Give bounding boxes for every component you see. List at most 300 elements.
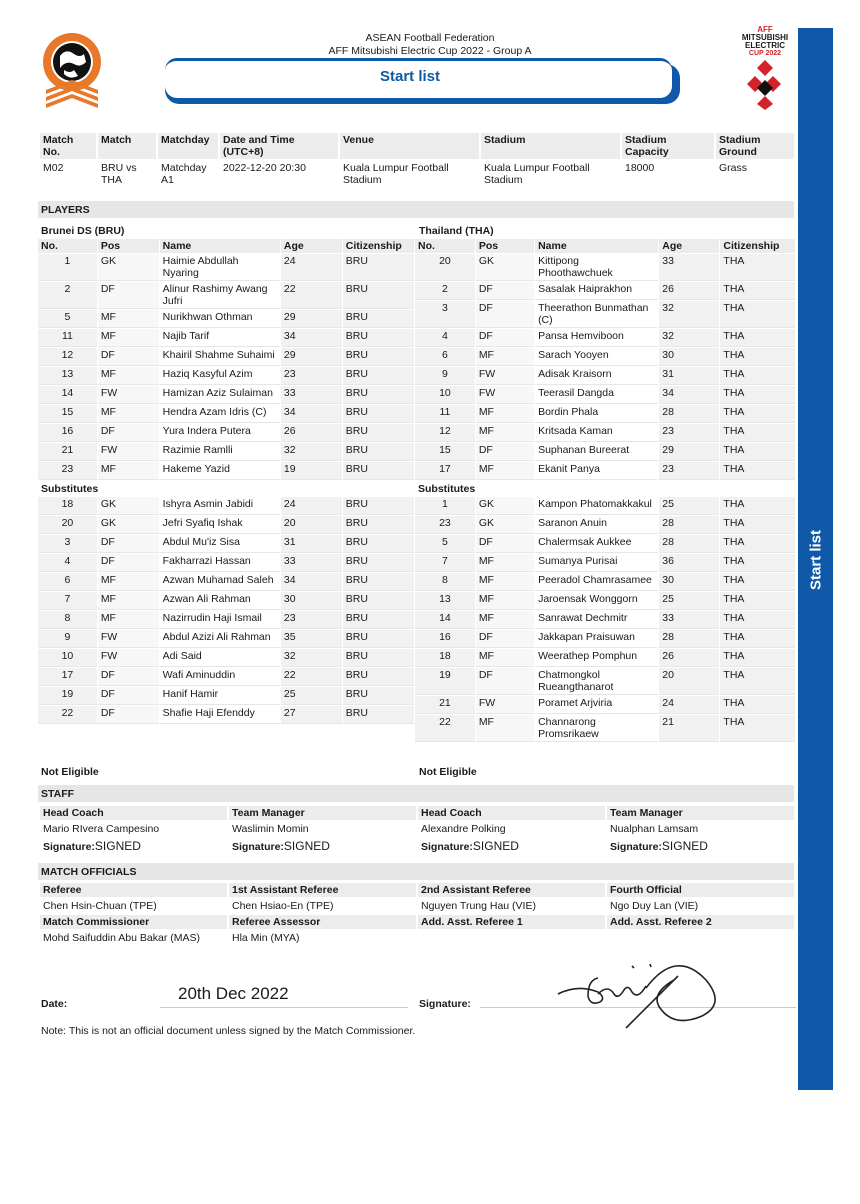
player-cell: Abdul Azizi Ali Rahman (160, 630, 280, 648)
player-cell: BRU (343, 348, 414, 366)
player-cell: GK (98, 254, 159, 281)
player-cell: 32 (659, 329, 719, 347)
player-row (415, 516, 795, 534)
player-row (415, 301, 795, 328)
column-header: Name (535, 239, 658, 253)
home-not-eligible-label: Not Eligible (41, 766, 99, 778)
player-cell: 34 (281, 329, 342, 347)
player-row (415, 443, 795, 461)
player-cell: 22 (415, 715, 475, 742)
home-lineup-header (38, 239, 414, 253)
player-cell: DF (98, 687, 159, 705)
cup-logo-line-4: CUP 2022 (748, 50, 782, 57)
match-value-cell: Kuala Lumpur Football Stadium (484, 162, 590, 186)
player-cell: 22 (281, 282, 342, 309)
player-cell: 7 (38, 592, 97, 610)
player-cell: MF (476, 649, 534, 667)
player-cell: 5 (38, 310, 97, 328)
player-cell: Kittipong Phoothawchuek (535, 254, 658, 281)
player-cell: 25 (281, 687, 342, 705)
assessor-label: Referee Assessor (229, 915, 416, 929)
player-cell: 24 (659, 696, 719, 714)
home-head-coach-label: Head Coach (40, 806, 227, 820)
player-cell: 9 (38, 630, 97, 648)
player-row (38, 554, 414, 572)
player-row (38, 462, 414, 480)
player-row (38, 386, 414, 404)
player-cell: 29 (281, 348, 342, 366)
player-cell: THA (720, 367, 795, 385)
away-manager-signature: Signature:SIGNED (610, 839, 708, 853)
player-row (38, 424, 414, 442)
player-row (38, 367, 414, 385)
player-row (415, 329, 795, 347)
player-cell: MF (476, 554, 534, 572)
away-head-coach-label: Head Coach (418, 806, 605, 820)
player-cell: Adi Said (160, 649, 280, 667)
away-team-name: Thailand (THA) (419, 225, 494, 237)
date-label: Date: (41, 998, 68, 1010)
player-cell: DF (476, 301, 534, 328)
commissioner-label: Match Commissioner (40, 915, 227, 929)
match-header-cell: Stadium Ground (716, 133, 794, 159)
player-cell: THA (720, 696, 795, 714)
player-cell: 26 (659, 282, 719, 300)
player-cell: 4 (415, 329, 475, 347)
away-coach-signature: Signature:SIGNED (421, 839, 519, 853)
match-header-cell: Stadium Capacity (622, 133, 714, 159)
player-cell: DF (98, 424, 159, 442)
ar1-name: Chen Hsiao-En (TPE) (232, 900, 334, 912)
player-cell: BRU (343, 516, 414, 534)
player-cell: Weerathep Pomphun (535, 649, 658, 667)
player-cell: 6 (415, 348, 475, 366)
player-cell: GK (98, 497, 159, 515)
player-cell: 30 (659, 573, 719, 591)
player-cell: THA (720, 668, 795, 695)
player-cell: Chatmongkol Rueangthanarot (535, 668, 658, 695)
player-cell: Hanif Hamir (160, 687, 280, 705)
match-header-cell: Match (98, 133, 156, 159)
player-cell: MF (98, 611, 159, 629)
officials-section-label: MATCH OFFICIALS (38, 863, 794, 880)
player-cell: MF (476, 611, 534, 629)
date-underline (160, 1007, 408, 1008)
player-cell: 2 (38, 282, 97, 309)
player-cell: 31 (281, 535, 342, 553)
column-header: Pos (98, 239, 159, 253)
referee-name: Chen Hsin-Chuan (TPE) (43, 900, 157, 912)
player-row (415, 535, 795, 553)
player-row (38, 611, 414, 629)
player-cell: DF (98, 348, 159, 366)
player-cell: 16 (415, 630, 475, 648)
player-cell: THA (720, 715, 795, 742)
player-cell: BRU (343, 573, 414, 591)
player-cell: Sumanya Purisai (535, 554, 658, 572)
player-row (415, 348, 795, 366)
player-cell: 4 (38, 554, 97, 572)
commissioner-name: Mohd Saifuddin Abu Bakar (MAS) (43, 932, 200, 944)
player-cell: BRU (343, 254, 414, 281)
player-cell: 1 (38, 254, 97, 281)
player-cell: Ekanit Panya (535, 462, 658, 480)
player-cell: 19 (281, 462, 342, 480)
player-cell: Kampon Phatomakkakul (535, 497, 658, 515)
player-cell: DF (476, 282, 534, 300)
player-cell: THA (720, 329, 795, 347)
player-cell: 32 (659, 301, 719, 328)
cup-emblem-icon (745, 58, 785, 110)
player-cell: 27 (281, 706, 342, 724)
player-cell: 2 (415, 282, 475, 300)
player-cell: Channarong Promsrikaew (535, 715, 658, 742)
player-cell: Sanrawat Dechmitr (535, 611, 658, 629)
player-cell: 19 (415, 668, 475, 695)
player-cell: 6 (38, 573, 97, 591)
player-cell: Theerathon Bunmathan (C) (535, 301, 658, 328)
column-header: Name (160, 239, 280, 253)
away-not-eligible-label: Not Eligible (419, 766, 477, 778)
away-team-manager: Nualphan Lamsam (610, 823, 699, 835)
player-cell: Khairil Shahme Suhaimi (160, 348, 280, 366)
player-cell: THA (720, 630, 795, 648)
player-cell: BRU (343, 310, 414, 328)
player-row (415, 367, 795, 385)
player-cell: 34 (659, 386, 719, 404)
player-cell: BRU (343, 443, 414, 461)
player-cell: BRU (343, 329, 414, 347)
substitutes-label: Substitutes (41, 483, 99, 495)
player-cell: 34 (281, 573, 342, 591)
player-cell: 26 (281, 424, 342, 442)
match-info-table (38, 131, 796, 189)
player-cell: DF (476, 668, 534, 695)
player-cell: Hamizan Aziz Sulaiman (160, 386, 280, 404)
player-cell: 12 (38, 348, 97, 366)
player-cell: 21 (415, 696, 475, 714)
player-cell: FW (476, 696, 534, 714)
player-row (415, 611, 795, 629)
player-cell: Kritsada Kaman (535, 424, 658, 442)
match-value-cell: Grass (719, 162, 748, 174)
player-row (38, 254, 414, 281)
player-cell: MF (98, 310, 159, 328)
player-cell: THA (720, 497, 795, 515)
player-cell: BRU (343, 282, 414, 309)
player-cell: 26 (659, 649, 719, 667)
match-value-cell: 18000 (625, 162, 655, 174)
player-cell: 28 (659, 630, 719, 648)
player-cell: Haziq Kasyful Azim (160, 367, 280, 385)
header-competition: AFF Mitsubishi Electric Cup 2022 - Group A (328, 45, 532, 57)
player-cell: DF (98, 668, 159, 686)
player-cell: BRU (343, 649, 414, 667)
player-cell: Abdul Mu'iz Sisa (160, 535, 280, 553)
player-cell: THA (720, 282, 795, 300)
player-row (415, 649, 795, 667)
staff-section-label: STAFF (38, 785, 794, 802)
player-row (38, 329, 414, 347)
player-cell: GK (476, 497, 534, 515)
player-cell: THA (720, 611, 795, 629)
page-title: Start list (379, 68, 440, 85)
ar2-name: Nguyen Trung Hau (VIE) (421, 900, 536, 912)
match-value-cell: Kuala Lumpur Football Stadium (343, 162, 449, 186)
player-cell: 25 (659, 592, 719, 610)
player-row (38, 282, 414, 309)
player-cell: Jefri Syafiq Ishak (160, 516, 280, 534)
player-cell: MF (98, 592, 159, 610)
player-cell: 20 (659, 668, 719, 695)
player-cell: Fakharrazi Hassan (160, 554, 280, 572)
player-cell: FW (98, 386, 159, 404)
player-cell: THA (720, 424, 795, 442)
player-cell: 22 (38, 706, 97, 724)
player-cell: 5 (415, 535, 475, 553)
player-cell: DF (476, 535, 534, 553)
player-cell: 24 (281, 497, 342, 515)
player-cell: 28 (659, 516, 719, 534)
player-cell: Peeradol Chamrasamee (535, 573, 658, 591)
player-cell: BRU (343, 535, 414, 553)
player-cell: Hakeme Yazid (160, 462, 280, 480)
header-org: ASEAN Football Federation (365, 32, 495, 44)
player-cell: 33 (281, 386, 342, 404)
match-header-cell: Match No. (40, 133, 96, 159)
player-cell: 32 (281, 649, 342, 667)
home-coach-signature: Signature:SIGNED (43, 839, 141, 853)
ar2-label: 2nd Assistant Referee (418, 883, 605, 897)
player-cell: 15 (38, 405, 97, 423)
player-cell: BRU (343, 611, 414, 629)
assessor-name: Hla Min (MYA) (232, 932, 300, 944)
player-cell: 15 (415, 443, 475, 461)
player-cell: 23 (415, 516, 475, 534)
player-row (415, 462, 795, 480)
player-cell: THA (720, 405, 795, 423)
player-cell: DF (476, 329, 534, 347)
player-cell: Yura Indera Putera (160, 424, 280, 442)
player-cell: 23 (659, 424, 719, 442)
player-cell: 21 (659, 715, 719, 742)
column-header: Age (659, 239, 719, 253)
player-cell: BRU (343, 497, 414, 515)
player-cell: THA (720, 254, 795, 281)
player-cell: Saranon Anuin (535, 516, 658, 534)
player-cell: 24 (281, 254, 342, 281)
match-value-cell: Matchday A1 (161, 162, 207, 186)
player-cell: 16 (38, 424, 97, 442)
player-row (415, 696, 795, 714)
player-cell: BRU (343, 706, 414, 724)
player-cell: 9 (415, 367, 475, 385)
ar1-label: 1st Assistant Referee (229, 883, 416, 897)
cup-logo-line-3: ELECTRIC (745, 41, 785, 50)
add-ar1-name (418, 931, 605, 945)
footer-note: Note: This is not an official document unless signed by the Match Commissioner. (41, 1025, 416, 1037)
cup-logo-line-2: MITSUBISHI (741, 33, 789, 42)
player-cell: MF (476, 348, 534, 366)
player-cell: 10 (38, 649, 97, 667)
player-cell: THA (720, 443, 795, 461)
column-header: No. (38, 239, 97, 253)
player-cell: Poramet Arjviria (535, 696, 658, 714)
player-cell: GK (476, 254, 534, 281)
player-cell: Alinur Rashimy Awang Jufri (160, 282, 280, 309)
player-cell: 18 (38, 497, 97, 515)
away-head-coach: Alexandre Polking (421, 823, 506, 835)
column-header: Citizenship (720, 239, 795, 253)
player-row (415, 424, 795, 442)
player-cell: Pansa Hemviboon (535, 329, 658, 347)
player-cell: 28 (659, 405, 719, 423)
player-cell: 19 (38, 687, 97, 705)
match-value-cell: BRU vs THA (101, 162, 137, 186)
home-team-manager-label: Team Manager (229, 806, 416, 820)
player-cell: 23 (281, 611, 342, 629)
player-cell: Azwan Muhamad Saleh (160, 573, 280, 591)
player-cell: 30 (281, 592, 342, 610)
player-cell: Najib Tarif (160, 329, 280, 347)
player-cell: DF (98, 535, 159, 553)
home-head-coach: Mario RIvera Campesino (43, 823, 160, 835)
player-cell: 23 (659, 462, 719, 480)
player-cell: 18 (415, 649, 475, 667)
player-cell: FW (98, 443, 159, 461)
player-cell: MF (98, 329, 159, 347)
player-cell: BRU (343, 592, 414, 610)
player-cell: BRU (343, 687, 414, 705)
player-cell: 17 (415, 462, 475, 480)
player-cell: BRU (343, 554, 414, 572)
player-cell: THA (720, 348, 795, 366)
player-row (38, 687, 414, 705)
player-cell: 1 (415, 497, 475, 515)
player-row (38, 497, 414, 515)
player-row (38, 630, 414, 648)
player-row (415, 497, 795, 515)
player-cell: 20 (415, 254, 475, 281)
match-value-cell: 2022-12-20 20:30 (223, 162, 306, 174)
player-cell: MF (476, 424, 534, 442)
player-row (415, 715, 795, 742)
player-cell: BRU (343, 424, 414, 442)
player-cell: 23 (281, 367, 342, 385)
player-cell: BRU (343, 668, 414, 686)
player-row (415, 668, 795, 695)
player-cell: DF (98, 554, 159, 572)
player-cell: Shafie Haji Efenddy (160, 706, 280, 724)
player-cell: 29 (659, 443, 719, 461)
player-cell: 29 (281, 310, 342, 328)
player-cell: 35 (281, 630, 342, 648)
player-cell: 21 (38, 443, 97, 461)
player-cell: 31 (659, 367, 719, 385)
home-lineup-table (37, 238, 415, 725)
player-cell: 36 (659, 554, 719, 572)
player-cell: 11 (38, 329, 97, 347)
fourth-official-label: Fourth Official (607, 883, 794, 897)
player-cell: BRU (343, 405, 414, 423)
player-cell: 10 (415, 386, 475, 404)
player-cell: BRU (343, 630, 414, 648)
commissioner-signature (550, 958, 750, 1030)
player-row (38, 535, 414, 553)
column-header: No. (415, 239, 475, 253)
player-cell: MF (98, 367, 159, 385)
player-row (38, 443, 414, 461)
player-cell: 34 (281, 405, 342, 423)
player-cell: DF (98, 706, 159, 724)
player-cell: Wafi Aminuddin (160, 668, 280, 686)
player-cell: MF (476, 715, 534, 742)
player-cell: 25 (659, 497, 719, 515)
player-cell: DF (476, 443, 534, 461)
player-cell: THA (720, 462, 795, 480)
substitutes-label: Substitutes (418, 483, 476, 495)
player-cell: 30 (659, 348, 719, 366)
player-cell: 13 (38, 367, 97, 385)
player-cell: Teerasil Dangda (535, 386, 658, 404)
player-cell: BRU (343, 386, 414, 404)
player-cell: MF (98, 405, 159, 423)
match-value-cell: M02 (43, 162, 64, 174)
player-cell: MF (98, 462, 159, 480)
player-cell: MF (476, 462, 534, 480)
player-cell: Nurikhwan Othman (160, 310, 280, 328)
player-row (38, 668, 414, 686)
player-cell: THA (720, 386, 795, 404)
date-value: 20th Dec 2022 (178, 984, 289, 1003)
players-section-label: PLAYERS (38, 201, 794, 218)
referee-label: Referee (40, 883, 227, 897)
player-cell: Chalermsak Aukkee (535, 535, 658, 553)
player-cell: THA (720, 649, 795, 667)
player-cell: Jakkapan Praisuwan (535, 630, 658, 648)
player-cell: Sasalak Haiprakhon (535, 282, 658, 300)
player-cell: Hendra Azam Idris (C) (160, 405, 280, 423)
match-info-row (40, 161, 794, 187)
player-row (415, 592, 795, 610)
officials-table (38, 881, 796, 947)
add-ar2-name (607, 931, 794, 945)
home-team-name: Brunei DS (BRU) (41, 225, 125, 237)
player-cell: Jaroensak Wonggorn (535, 592, 658, 610)
player-cell: DF (476, 630, 534, 648)
player-row (415, 573, 795, 591)
player-cell: 12 (415, 424, 475, 442)
player-cell: FW (98, 630, 159, 648)
player-cell: MF (476, 405, 534, 423)
player-cell: 7 (415, 554, 475, 572)
player-cell: Haimie Abdullah Nyaring (160, 254, 280, 281)
player-row (38, 592, 414, 610)
player-cell: 23 (38, 462, 97, 480)
away-players (414, 238, 796, 743)
player-cell: 20 (281, 516, 342, 534)
player-cell: 14 (415, 611, 475, 629)
player-cell: THA (720, 592, 795, 610)
match-info-header (40, 133, 794, 159)
player-row (38, 573, 414, 591)
player-cell: THA (720, 554, 795, 572)
player-cell: MF (476, 573, 534, 591)
player-cell: 33 (659, 254, 719, 281)
player-cell: 11 (415, 405, 475, 423)
player-cell: 3 (38, 535, 97, 553)
away-lineup-header (415, 239, 795, 253)
